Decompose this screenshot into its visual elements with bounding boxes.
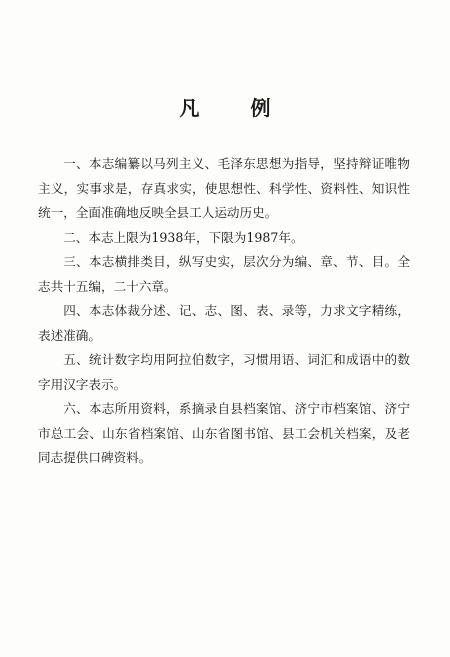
paragraph-genres: 四、本志体裁分述、记、志、图、表、录等，力求文字精练，表述准确。: [38, 303, 410, 343]
page-title: 凡 例: [179, 96, 293, 120]
paragraph-structure: 三、本志横排类目，纵写史实，层次分为编、章、节、目。全志共十五编，二十六章。: [38, 254, 410, 294]
document-body: [38, 152, 410, 471]
paragraph-time-range: 二、本志上限为1938年，下限为1987年。: [63, 229, 304, 245]
paragraph-guiding-principle: 一、本志编纂以马列主义、毛泽东思想为指导，坚持辩证唯物主义，实事求是，存真求实，使思想性、科学性、资料性、知识性统一，全面准确地反映全县工人运动历史。: [38, 156, 410, 220]
paragraph-sources: 六、本志所用资料，系摘录自县档案馆、济宁市档案馆、济宁市总工会、山东省档案馆、山东省图书馆、县工会机关档案，及老同志提供口碑资料。: [38, 401, 410, 465]
paragraph-numerals: 五、统计数字均用阿拉伯数字，习惯用语、词汇和成语中的数字用汉字表示。: [38, 352, 410, 392]
